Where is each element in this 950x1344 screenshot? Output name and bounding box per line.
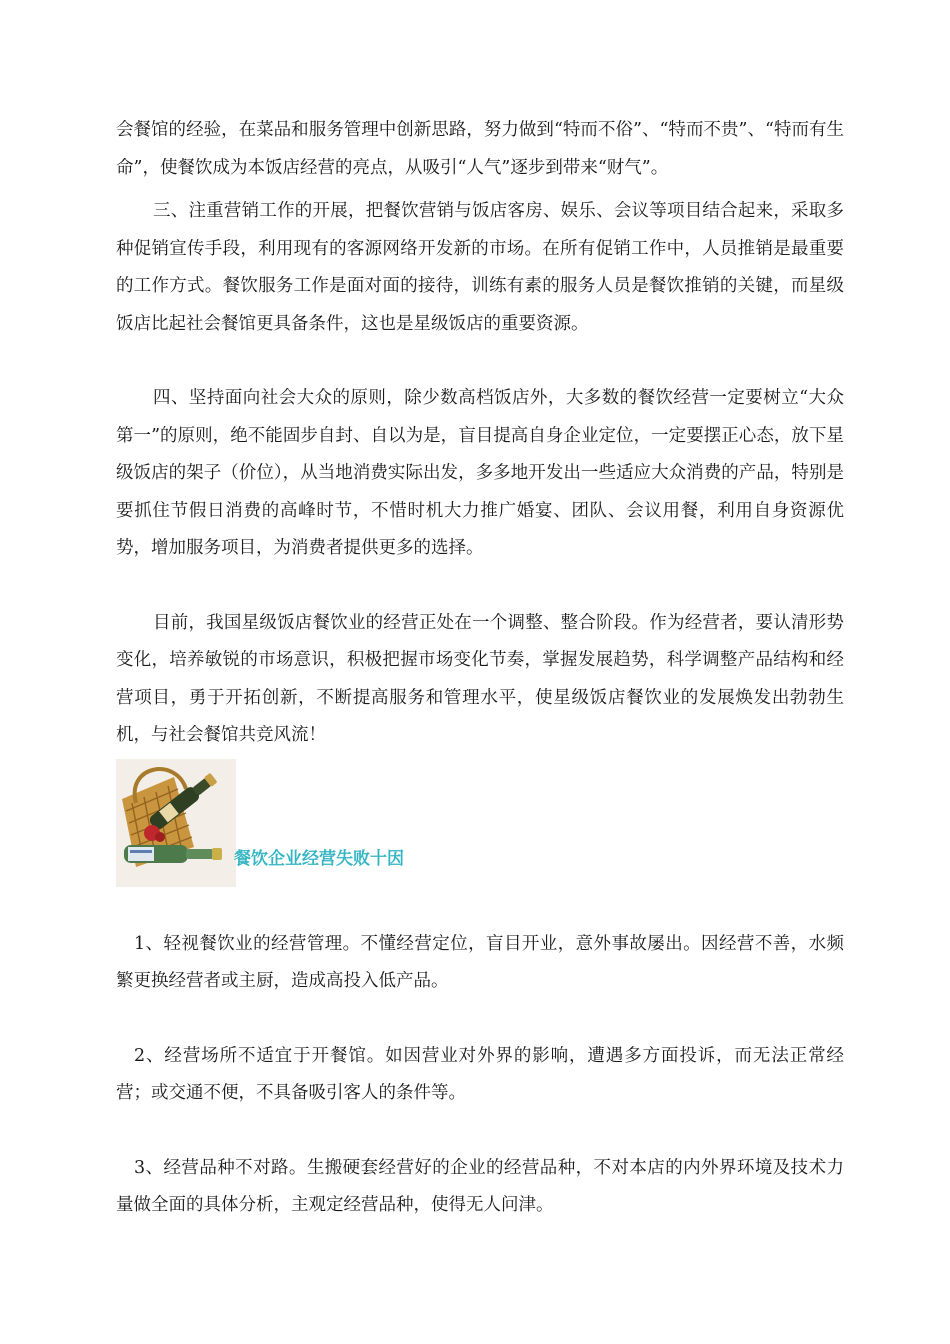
wine-basket-image	[116, 759, 236, 887]
list-item	[116, 926, 844, 1001]
paragraph-conclusion: 目前，我国星级饭店餐饮业的经营正处在一个调整、整合阶段。作为经营者，要认清形势变化，培养敏锐的市场意识，积极把握市场变化节奏，掌握发展趋势，科学调整产品结构和经营项目，勇于开拓创新，不断提高服务和管理水平，使星级饭店餐饮业的发展焕发出勃勃生机，与社会餐馆共竞风流！	[116, 612, 844, 745]
paragraph-public-principle: 四、坚持面向社会大众的原则，除少数高档饭店外，大多数的餐饮经营一定要树立“大众第一”的原则，绝不能固步自封、自以为是，盲目提高自身企业定位，一定要摆正心态，放下星级饭店的架子（价位），从当地消费实际出发，多多地开发出一些适应大众消费的产品，特别是要抓住节假日消费的高峰时节，不惜时机大力推广婚宴、团队、会议用餐，利用自身资源优势，增加服务项目，为消费者提供更多的选择。	[116, 388, 844, 558]
item-number: 3	[134, 1157, 146, 1178]
item-text: 、轻视餐饮业的经营管理。不懂经营定位，盲目开业，意外事故屡出。因经营不善，水频繁更换经营者或主厨，造成高投入低产品。	[116, 933, 844, 991]
list-item	[116, 1150, 844, 1225]
item-text: 、经营品种不对路。生搬硬套经营好的企业的经营品种，不对本店的内外界环境及技术力量做全面的具体分析，主观定经营品种，使得无人问津。	[116, 1157, 844, 1215]
paragraph-marketing: 三、注重营销工作的开展，把餐饮营销与饭店客房、娱乐、会议等项目结合起来，采取多种促销宣传手段，利用现有的客源网络开发新的市场。在所有促销工作中，人员推销是最重要的工作方式。餐饮服务工作是面对面的接待，训练有素的服务人员是餐饮推销的关键，而星级饭店比起社会餐馆更具备条件，这也是星级饭店的重要资源。	[116, 201, 844, 334]
item-text: 、经营场所不适宜于开餐馆。如因营业对外界的影响，遭遇多方面投诉，而无法正常经营；或交通不便，不具备吸引客人的条件等。	[116, 1045, 844, 1103]
section-banner	[116, 759, 844, 889]
section-title: 餐饮企业经营失败十因	[234, 848, 404, 869]
item-number: 1	[134, 933, 146, 954]
item-number: 2	[134, 1045, 146, 1066]
paragraph-intro: 会餐馆的经验，在菜品和服务管理中创新思路，努力做到“特而不俗”、“特而不贵”、“特而有生命”，使餐饮成为本饭店经营的亮点，从吸引“人气”逐步到带来“财气”。	[116, 120, 844, 178]
document-page	[116, 112, 844, 1225]
list-item	[116, 1038, 844, 1113]
